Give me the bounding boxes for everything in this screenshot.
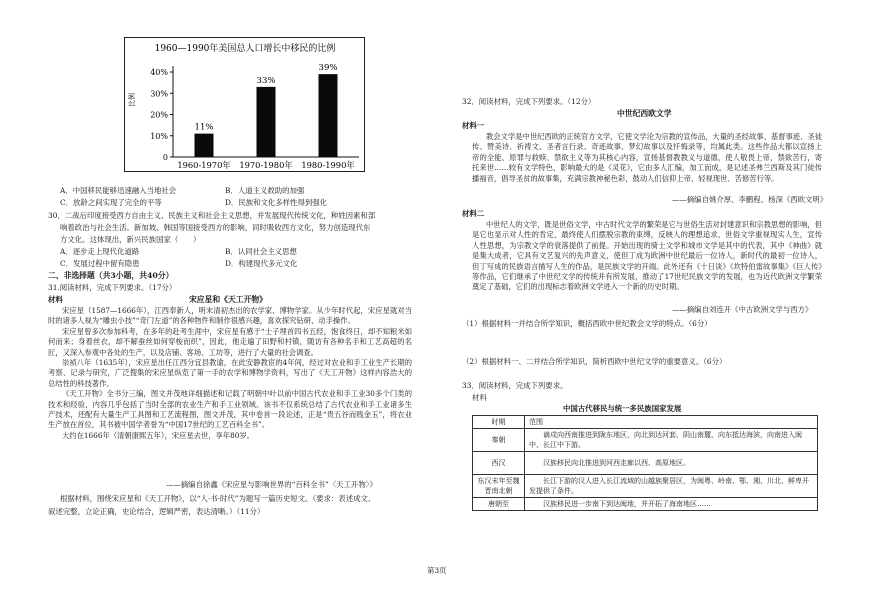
y-tick-label: 30%: [150, 89, 168, 99]
bar-value-label: 39%: [318, 63, 338, 74]
table-header-cell: 范围: [525, 416, 818, 429]
material2-label: 材料二: [462, 209, 485, 218]
chart-title: 1960—1990年美国总人口增长中移民的比例: [154, 44, 336, 54]
q30-option-a: A．逐步走上现代化道路: [60, 247, 140, 256]
x-tick-label: 1980-1990年: [301, 160, 355, 170]
table-row: [473, 452, 818, 475]
table-row: [473, 498, 818, 511]
q31-requirement-line1: 根据材料，围绕宋应星和《天工开物》，以“人·书·时代”为题写一篇历史短文。（要求：表述成文、: [60, 494, 376, 503]
article-source: ——摘编自徐鑫《宋应星与影响世界的“百科全书”〈天工开物〉》: [166, 480, 377, 489]
table-header-cell: 时期: [473, 416, 525, 429]
page-number: 第3页: [427, 566, 447, 575]
bar: [257, 87, 276, 157]
q32-stem: 32．阅读材料，完成下列要求。（12分）: [462, 97, 596, 106]
migration-table: [472, 415, 818, 511]
x-tick-label: 1960-1970年: [177, 160, 231, 170]
table-title: 中国古代移民与统一多民族国家发展: [563, 404, 682, 413]
period-cell: 秦朝: [473, 429, 525, 452]
y-tick-label: 10%: [150, 131, 168, 141]
material1-label: 材料一: [462, 121, 485, 130]
chart-canvas: [125, 38, 366, 173]
bar-value-label: 11%: [194, 122, 214, 133]
q29-option-a: A．中国移民能够迅速融入当地社会: [60, 186, 177, 195]
table-row: [473, 475, 818, 498]
scope-cell: 谪戍向西南推进到陇东地区，向北到达河套、阴山南麓，向东抵达海滨，向南进入闽中、长江中下游。: [525, 429, 818, 452]
y-axis-label: 比例: [128, 93, 136, 107]
section2-title: 二、非选择题（共3小题，共40分）: [48, 271, 174, 280]
q33-stem: 33．阅读材料，完成下列要求。: [462, 381, 568, 390]
q31-requirement-line2: 叙述完整，立论正确，史论结合，逻辑严密，表达清晰。）（11分）: [48, 507, 265, 516]
material2-text: 中世纪人的文学，既是世俗文学，中古时代文学的繁荣是它与世俗生活对封建意识和宗教思想的影响，但是它也显示对人性的肯定，最终使人们摆脱宗教的束缚，反映人的理想追求，世俗文学重视现实人生，宣传人性思想，为宗教文学的衰落提供了前提。开始出现的骑士文学和城市文学是其中的代表，其中《神曲》就是集大成者，它具有文艺复兴的先声意义，使但丁成为欧洲中世纪最后一位诗人，新时代的最初一位诗人，但丁写成的民族语言描写人生的作品，是民族文学的开端。此外还有《十日谈》《坎特伯雷故事集》《巨人传》等作品，它们继承了中世纪文学的传统并有所发展，推动了17世纪民族文学的发展，也为近代欧洲文学繁荣奠定了基础，它们的出现标志着欧洲文学进入一个新的历史时期。: [472, 220, 822, 292]
q31-stem: 31.阅读材料，完成下列要求。（17分）: [48, 283, 177, 292]
table-row: [473, 429, 818, 452]
q30-option-b: B．认同社会主义思想: [225, 247, 297, 256]
article-para: 宋应星（1587—1666年），江西奉新人，明末清初杰出的农学家、博物学家。从少年时代起，宋应星就对当时的诸多人视为“雕虫小技”“奇门左道”的各种物件和制作很感兴趣，喜欢探究钻研、动手操作。: [48, 306, 412, 326]
q30-option-d: D．构建现代多元文化: [225, 259, 298, 268]
material1-body: [472, 132, 822, 195]
q30-stem-line2: 响着政治与社会生活。新加坡、韩国等国接受西方的影响，同时吸收西方文化，努力创造现代东: [60, 223, 371, 232]
x-tick-label: 1970-1980年: [239, 160, 293, 170]
y-tick-label: 0: [162, 153, 168, 162]
material1-source: ——摘编自姚介厚、李鹏程、杨深《西欧文明》: [672, 195, 828, 204]
q31-material-label: 材料: [48, 295, 63, 304]
y-tick-label: 20%: [150, 110, 168, 120]
material1-text: 教会文学是中世纪西欧的正统官方文学，它使文学沦为宗教的宣传品，大量的圣经故事、基督事迹、圣徒传、赞美诗、祈祷文、圣者言行录、奇迹故事、梦幻故事以及忏悔录等，均属此类。这些作品大都以宣扬上帝的全能、原罪与救赎、禁欲主义等为其核心内容，宣扬基督教教义与道德，使人敬畏上帝，禁欲苦行，寄托来世……较有文学特色，影响最大的是《灵花》，它由多人汇编，加工而成，是记述圣弗兰西斯及其门徒传播福音，倡导圣贫的故事集，充满宗教神秘色彩，鼓动人们信仰上帝、轻视现世、苦修苦行等。: [472, 132, 822, 183]
q30-option-c: C．发展过程中留有隐患: [60, 259, 140, 268]
bar: [195, 134, 214, 157]
q32-subquestion-2: （2）根据材料一、二并结合所学知识，简析西欧中世纪文学的重要意义。（6分）: [462, 357, 727, 366]
period-cell: 东汉末年至魏晋南北朝: [473, 475, 525, 498]
q30-stem-line3: 方文化。这体现出，新兴民族国家（ ）: [60, 235, 201, 244]
bar-value-label: 33%: [256, 75, 276, 86]
bar-chart: [124, 37, 365, 172]
q32-subquestion-1: （1）根据材料一并结合所学知识，概括西欧中世纪教会文学的特点。（6分）: [462, 319, 712, 328]
y-tick-label: 40%: [150, 68, 168, 77]
period-cell: 唐朝至: [473, 498, 525, 511]
scope-cell: 汉族移民向北推进到河西走廊以西、高原地区。: [525, 452, 818, 475]
table-header-row: [473, 416, 818, 429]
article-para: 宋应星曾多次参加科考，在多年的赴考生涯中，宋应星有感于“士子埋首四书五经，饱食终日，却不知粮米如何而来；身着丝衣，却不解蚕丝如何穿梭而织”，因此，他走遍了田野和村镇，随访有各种名手和工艺高超的名匠，又深入参观中各处的生产，以及店铺、客场、工坊等，进行了大量的社会调查。: [48, 326, 412, 357]
q32-title: 中世纪西欧文学: [617, 109, 672, 118]
scope-cell: 长江下游的汉人进入长江流域的山越族聚居区，为闽粤、岭南、鄂、湘、川北、鲜卑开发提供了条件。: [525, 475, 818, 498]
bar: [319, 74, 338, 157]
q33-material-label: 材料: [472, 393, 487, 402]
period-cell: 西汉: [473, 452, 525, 475]
article-para: 大约在1666年（清朝康熙五年），宋应星去世，享年80岁。: [62, 430, 255, 440]
material2-source: ——摘编自刘连开《中古欧洲文学与西方》: [672, 305, 813, 314]
q29-option-c: C．放龄之间实现了完全的平等: [60, 198, 162, 207]
article-title: 宋应星和《天工开物》: [189, 295, 267, 304]
scope-cell: 汉族移民进一步南下到达闽地，并开拓了海南地区……: [525, 498, 818, 511]
q29-option-d: D．民族和文化多样性得到强化: [225, 198, 328, 207]
material2-body: [472, 220, 822, 304]
article-para: 崇祯八年（1635年），宋应星出任江西分宜县教谕，在此安静教宦的4年间，经过对农业和手工业生产长期的考察、记录与研究，广泛搜集的宋应星纵览了第一手的农学和博物学资料，写出了《天工开物》这样内容浩大的总结性的科技著作。: [48, 358, 412, 388]
q29-option-b: B．人道主义救助的加强: [225, 186, 305, 195]
article-body: [48, 306, 412, 479]
article-para: 《天工开物》全书分三编，图文并茂地详细描述和记载了明朝中叶以前中国古代农业和手工业30多个门类的技术和经验，内容几乎包括了当时全部的农业生产和手工业领域。该书不仅系统总结了古代农业和手工业诸多生产技术，还配有大量生产工具图和工艺流程图，图文并茂，其中卷首一段论述，正是“贵五谷而贱金玉”，将农业生产放在首位，其书被中国学者誉为“中国17世纪的工艺百科全书”。: [48, 389, 412, 430]
q30-stem-line1: 30．二战后印度接受西方自由主义、民族主义和社会主义思想，并发展现代传统文化，种姓因素和部: [48, 211, 376, 220]
